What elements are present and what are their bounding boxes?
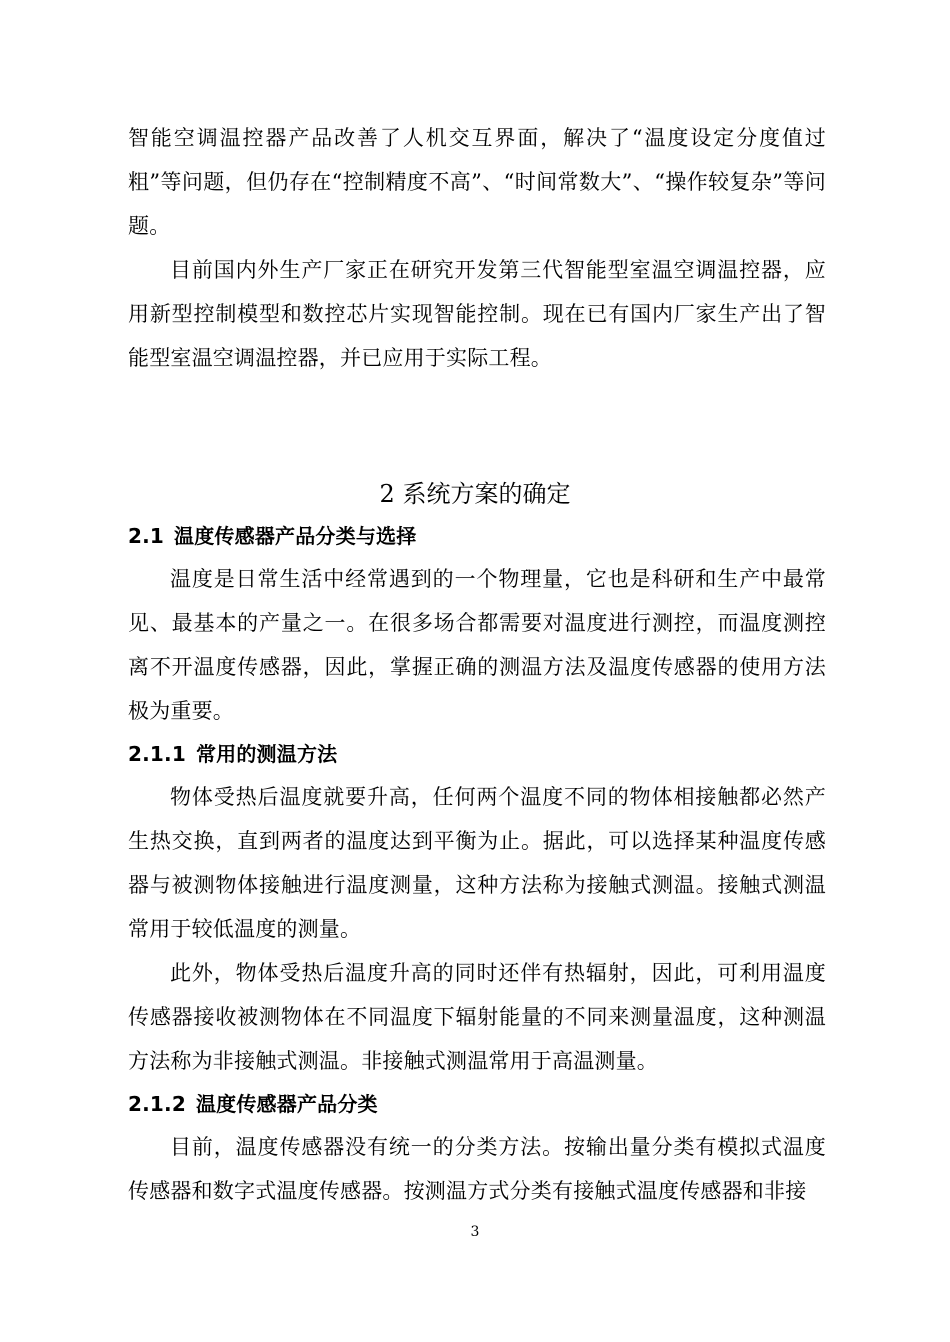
subsection-number: 2.1.2 (128, 1092, 186, 1116)
chapter-title: 2 系统方案的确定 (379, 480, 571, 508)
section-heading (128, 515, 826, 557)
section-2-1-block (128, 515, 826, 1213)
body-paragraph: 物体受热后温度就要升高，任何两个温度不同的物体相接触都必然产生热交换，直到两者的温度达到平衡为止。据此，可以选择某种温度传感器与被测物体接触进行温度测量，这种方法称为接触式测温。接触式测温常用于较低温度的测量。 (128, 785, 826, 941)
subsection-number: 2.1.1 (128, 742, 186, 766)
intro-text-block (128, 116, 826, 380)
body-paragraph: 目前国内外生产厂家正在研究开发第三代智能型室温空调温控器，应用新型控制模型和数控芯片实现智能控制。现在已有国内厂家生产出了智能型室温空调温控器，并已应用于实际工程。 (128, 258, 826, 370)
body-paragraph: 智能空调温控器产品改善了人机交互界面，解决了“温度设定分度值过粗”等问题，但仍存在“控制精度不高”、“时间常数大”、“操作较复杂”等问题。 (128, 126, 826, 238)
subsection-title: 常用的测温方法 (195, 742, 338, 766)
body-paragraph: 此外，物体受热后温度升高的同时还伴有热辐射，因此，可利用温度传感器接收被测物体在不同温度下辐射能量的不同来测量温度，这种测温方法称为非接触式测温。非接触式测温常用于高温测量。 (128, 961, 826, 1073)
page-number: 3 (470, 1224, 480, 1240)
subsection-heading (128, 733, 826, 775)
section-title: 温度传感器产品分类与选择 (174, 524, 417, 548)
body-paragraph: 温度是日常生活中经常遇到的一个物理量，它也是科研和生产中最常见、最基本的产量之一。在很多场合都需要对温度进行测控，而温度测控离不开温度传感器，因此，掌握正确的测温方法及温度传感器的使用方法极为重要。 (128, 567, 826, 723)
section-number: 2.1 (128, 524, 165, 548)
body-paragraph: 目前，温度传感器没有统一的分类方法。按输出量分类有模拟式温度传感器和数字式温度传感器。按测温方式分类有接触式温度传感器和非接 (128, 1135, 826, 1203)
subsection-heading (128, 1083, 826, 1125)
subsection-title: 温度传感器产品分类 (195, 1092, 378, 1116)
